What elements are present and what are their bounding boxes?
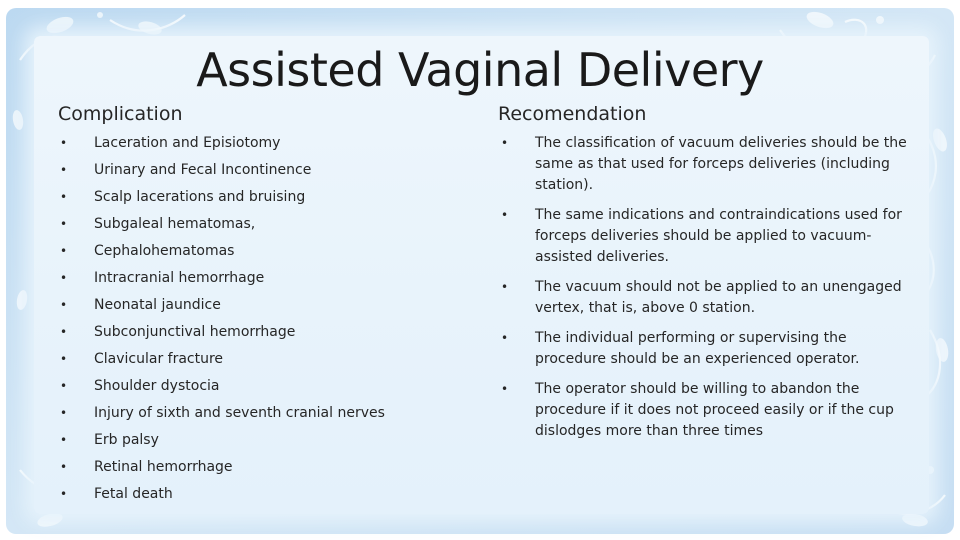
list-item-text: Intracranial hemorrhage: [94, 270, 265, 286]
list-item-text: Fetal death: [94, 486, 173, 502]
list-item-text: Cephalohematomas: [94, 243, 235, 259]
list-item: [58, 485, 468, 512]
list-item-text: The individual performing or supervising the procedure should be an experienced operator.: [535, 330, 860, 367]
bullet-icon: •: [60, 487, 68, 501]
complication-heading: Complication: [58, 103, 183, 125]
list-item-text: Retinal hemorrhage: [94, 459, 233, 475]
bullet-icon: •: [60, 325, 68, 339]
bullet-icon: •: [60, 190, 68, 204]
list-item: [58, 431, 468, 458]
list-item: [58, 215, 468, 242]
list-item-text: Neonatal jaundice: [94, 297, 221, 313]
bullet-icon: •: [60, 217, 68, 231]
bullet-icon: •: [60, 271, 68, 285]
list-item: [498, 277, 908, 319]
list-item: [58, 134, 468, 161]
list-item-text: Injury of sixth and seventh cranial nerves: [94, 405, 385, 421]
bullet-icon: •: [501, 208, 509, 222]
list-item: [498, 328, 908, 370]
list-item: [58, 242, 468, 269]
recommendation-heading: Recomendation: [498, 103, 647, 125]
list-item-text: The same indications and contraindications used for forceps deliveries should be applied to vacuum-assisted deliveries.: [535, 207, 902, 265]
list-item-text: The vacuum should not be applied to an unengaged vertex, that is, above 0 station.: [535, 279, 902, 316]
list-item: [498, 379, 908, 442]
list-item: [58, 350, 468, 377]
bullet-icon: •: [60, 352, 68, 366]
bullet-icon: •: [501, 280, 509, 294]
bullet-icon: •: [501, 382, 509, 396]
list-item: [58, 458, 468, 485]
bullet-icon: •: [60, 379, 68, 393]
list-item: [58, 404, 468, 431]
bullet-icon: •: [60, 460, 68, 474]
list-item: [498, 133, 908, 196]
bullet-icon: •: [60, 244, 68, 258]
list-item: [58, 377, 468, 404]
complication-list: [58, 134, 468, 512]
bullet-icon: •: [60, 406, 68, 420]
bullet-icon: •: [501, 136, 509, 150]
list-item-text: Subgaleal hematomas,: [94, 216, 256, 232]
bullet-icon: •: [60, 298, 68, 312]
recommendation-list: [498, 133, 908, 451]
list-item: [58, 161, 468, 188]
list-item: [58, 188, 468, 215]
list-item-text: Scalp lacerations and bruising: [94, 189, 306, 205]
list-item-text: Urinary and Fecal Incontinence: [94, 162, 312, 178]
list-item: [58, 269, 468, 296]
list-item: [58, 323, 468, 350]
list-item: [498, 205, 908, 268]
list-item-text: Subconjunctival hemorrhage: [94, 324, 296, 340]
bullet-icon: •: [60, 163, 68, 177]
list-item-text: Clavicular fracture: [94, 351, 224, 367]
list-item-text: The classification of vacuum deliveries should be the same as that used for forceps deliveries (including station).: [535, 135, 907, 193]
slide-title: Assisted Vaginal Delivery: [196, 43, 764, 97]
list-item: [58, 296, 468, 323]
bullet-icon: •: [501, 331, 509, 345]
bullet-icon: •: [60, 136, 68, 150]
list-item-text: Shoulder dystocia: [94, 378, 220, 394]
list-item-text: The operator should be willing to abandon the procedure if it does not proceed easily or if the cup dislodges more than three times: [535, 381, 894, 439]
list-item-text: Erb palsy: [94, 432, 159, 448]
bullet-icon: •: [60, 433, 68, 447]
list-item-text: Laceration and Episiotomy: [94, 135, 281, 151]
